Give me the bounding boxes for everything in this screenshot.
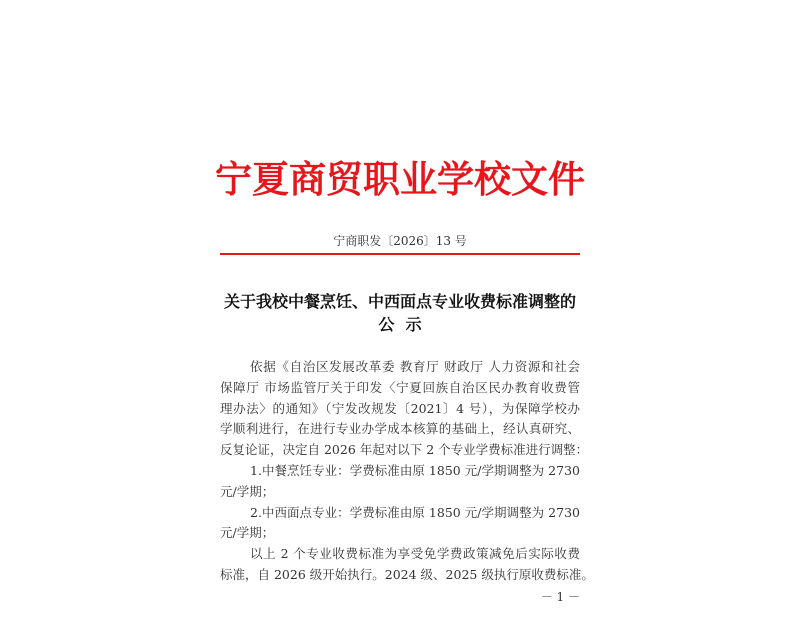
red-divider (220, 253, 580, 255)
body-line: 2.中西面点专业：学费标准由原 1850 元/学期调整为 2730 (250, 505, 580, 520)
body-line: 保障厅 市场监管厅关于印发〈宁夏回族自治区民办教育收费管 (220, 380, 580, 395)
document-number: 宁商职发〔2026〕13 号 (333, 234, 467, 248)
body-line: 元/学期； (220, 484, 275, 499)
body-line: 理办法〉的通知》（宁发改规发〔2021〕4 号），为保障学校办 (220, 401, 580, 416)
notice-title-line2: 公 示 (378, 315, 422, 334)
body-line: 以上 2 个专业收费标准为享受免学费政策减免后实际收费 (250, 546, 580, 561)
page-number: － 1 － (540, 590, 580, 604)
body-line: 标准，自 2026 级开始执行。2024 级、2025 级执行原收费标准。 (220, 567, 594, 582)
notice-title-line1: 关于我校中餐烹饪、中西面点专业收费标准调整的 (223, 292, 576, 311)
body-line: 元/学期； (220, 525, 275, 540)
body-line: 学顺利进行，在进行专业办学成本核算的基础上，经认真研究、 (220, 421, 580, 436)
body-line: 1.中餐烹饪专业：学费标准由原 1850 元/学期调整为 2730 (250, 463, 580, 478)
document-header-title: 宁夏商贸职业学校文件 (215, 158, 585, 201)
body-line: 反复论证，决定自 2026 年起对以下 2 个专业学费标准进行调整： (220, 442, 589, 457)
body-line: 依据《自治区发展改革委 教育厅 财政厅 人力资源和社会 (250, 359, 580, 374)
